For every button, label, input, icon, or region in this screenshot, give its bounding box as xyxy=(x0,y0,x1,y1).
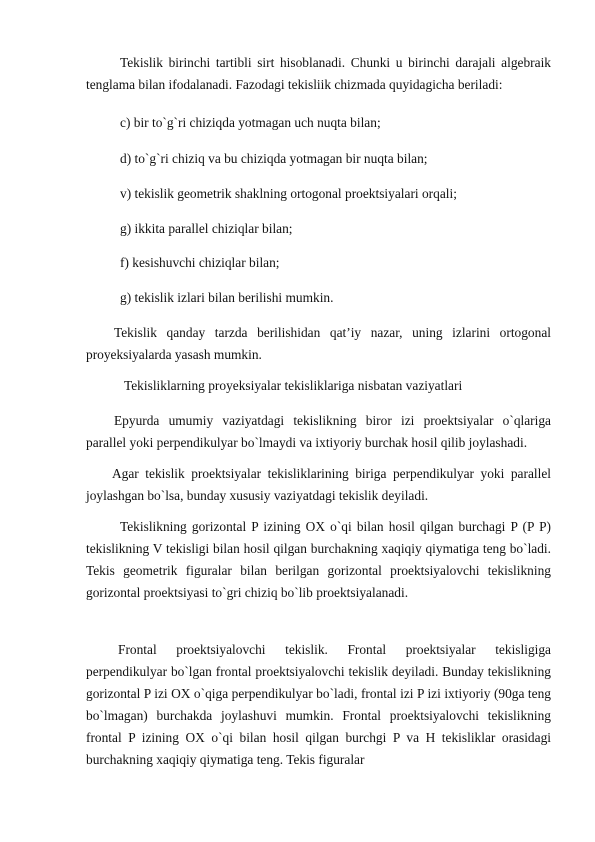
paragraph-frontal-projecting: Frontal proektsiyalovchi tekislik. Frontal proektsiyalar tekisligiga perpendikulyar bo`lgan frontal proektsiyalovchi tekislik deyiladi. Bunday tekislikning gorizontal P izi OX o`qiga perpendikulyar bo`ladi, frontal izi P izi ixtiyoriy (90ga teng bo`lmagan) burchakda joylashuvi mumkin. Frontal proektsiyalovchi tekislikning frontal P izining OX o`qi bilan hosil qilgan burchgi P va H tekisliklar orasidagi burchakning xaqiqiy qiymatiga teng. Tekis figuralar xyxy=(86,642,551,767)
list-item: c) bir to`g`ri chiziqda yotmagan uch nuqta bilan; xyxy=(120,115,381,130)
list-item: g) tekislik izlari bilan berilishi mumkin. xyxy=(120,290,334,305)
paragraph-horizontal-projecting: Tekislikning gorizontal P izining OX o`qi bilan hosil qilgan burchagi P (P P) tekislikning V tekisligi bilan hosil qilgan burchakning xaqiqiy qiymatiga teng bo`ladi. Tekis geometrik figuralar bilan berilgan gorizontal proektsiyalovchi tekislikning gorizontal proektsiyasi to`gri chiziq bo`lib proektsiyalanadi. xyxy=(86,519,551,600)
list-item: d) to`g`ri chiziq va bu chiziqda yotmagan bir nuqta bilan; xyxy=(120,151,428,166)
paragraph-general-position: Epyurda umumiy vaziyatdagi tekislikning biror izi proektsiyalar o`qlariga parallel yoki perpendikulyar bo`lmaydi va ixtiyoriy burchak hosil qilib joylashadi. xyxy=(86,413,551,450)
paragraph-plane-definition: Tekislik birinchi tartibli sirt hisoblanadi. Chunki u birinchi darajali algebraik tenglama bilan ifodalanadi. Fazodagi tekisliik chizmada quyidagicha beriladi: xyxy=(86,55,551,92)
paragraph-special-position: Agar tekislik proektsiyalar tekisliklarining biriga perpendikulyar yoki parallel joylashgan bo`lsa, bunday xususiy vaziyatdagi tekislik deyiladi. xyxy=(86,466,551,503)
section-heading: Tekisliklarning proyeksiyalar tekisliklariga nisbatan vaziyatlari xyxy=(124,378,463,393)
list-item: v) tekislik geometrik shaklning ortogonal proektsiyalari orqali; xyxy=(120,186,457,201)
paragraph-trace-construction: Tekislik qanday tarzda berilishidan qat’iy nazar, uning izlarini ortogonal proyeksiyalarda yasash mumkin. xyxy=(86,325,551,362)
list-item: f) kesishuvchi chiziqlar bilan; xyxy=(120,255,280,270)
list-item: g) ikkita parallel chiziqlar bilan; xyxy=(120,221,293,236)
